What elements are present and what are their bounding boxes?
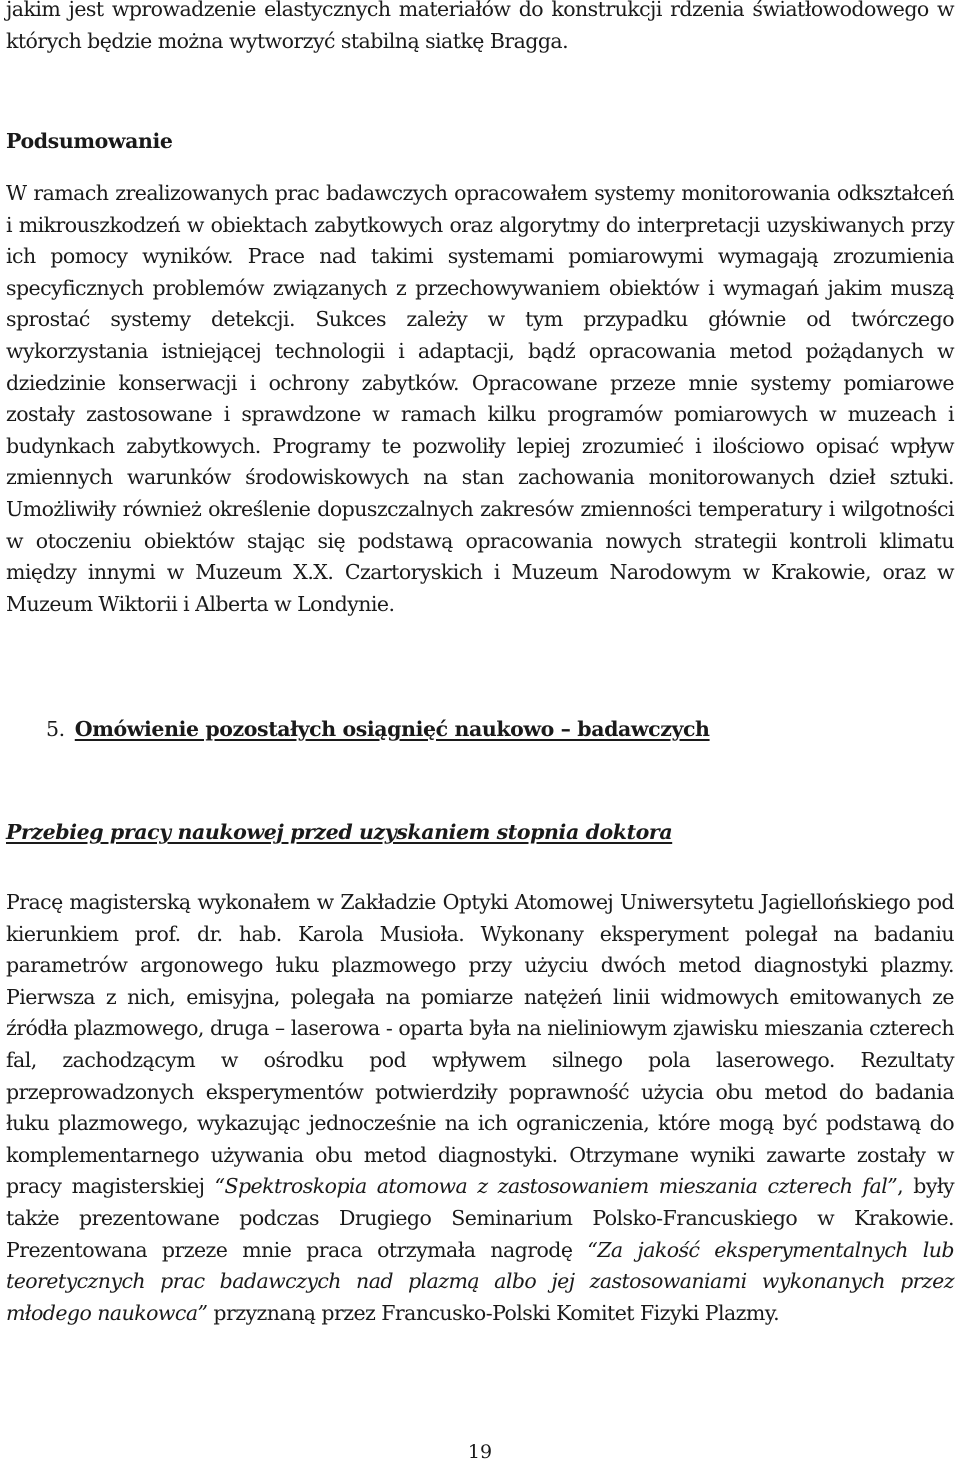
- section-5-heading: [46, 717, 710, 741]
- section-number: 5.: [46, 717, 65, 741]
- masters-text-part3: przyznaną przez Francusko-Polski Komitet Fizyki Plazmy.: [207, 1300, 780, 1325]
- masters-paragraph: [6, 887, 954, 1329]
- masters-text-part1: Pracę magisterską wykonałem w Zakładzie Optyki Atomowej Uniwersytetu Jagiellońskiego pod kierunkiem prof. dr. hab. Karola Musioła. Wykonany eksperyment polegał na badaniu parametrów argonowego łuku plazmowego przy użyciu dwóch metod diagnostyki plazmy. Pierwsza z nich, emisyjna, polegała na pomiarze natężeń linii widmowych emitowanych ze źródła plazmowego, druga – laserowa - oparta była na nieliniowym zjawisku mieszania czterech fal, zachodzącym w ośrodku pod wpływem silnego pola laserowego. Rezultaty przeprowadzonych eksperymentów potwierdziły poprawność użycia obu metod do badania łuku plazmowego, wykazując jednocześnie na ich ograniczenia, które mogą być podstawą do komplementarnego używania obu metod diagnostyki. Otrzymane wyniki zawarte zostały w pracy magisterskiej: [6, 890, 954, 1199]
- summary-paragraph: W ramach zrealizowanych prac badawczych opracowałem systemy monitorowania odkształceń i mikrouszkodzeń w obiektach zabytkowych oraz algorytmy do interpretacji uzyskiwanych przy ich pomocy wyników. Prace nad takimi systemami pomiarowymi wymagają zrozumienia specyficznych problemów związanych z przechowywaniem obiektów i wymagań jakim muszą sprostać systemy detekcji. Sukces zależy w tym przypadku głównie od twórczego wykorzystania istniejącej technologii i adaptacji, bądź opracowania metod pożądanych w dziedzinie konserwacji i ochrony zabytków. Opracowane przeze mnie systemy pomiarowe zostały zastosowane i sprawdzone w ramach kilku programów pomiarowych w muzeach i budynkach zabytkowych. Programy te pozwoliły lepiej zrozumieć i ilościowo opisać wpływ zmiennych warunków środowiskowych na stan zachowania monitorowanych dzieł sztuki. Umożliwiły również określenie dopuszczalnych zakresów zmienności temperatury i wilgotności w otoczeniu obiektów stając się podstawą opracowania nowych strategii kontroli klimatu między innymi w Muzeum X.X. Czartoryskich i Muzeum Narodowym w Krakowie, oraz w Muzeum Wiktorii i Alberta w Londynie.: [6, 181, 954, 616]
- masters-text-part2: , były także prezentowane podczas Drugiego Seminarium Polsko-Francuskiego w Krakowie. Prezentowana przeze mnie praca otrzymała nagrodę: [6, 1174, 954, 1262]
- summary-heading: Podsumowanie: [6, 129, 173, 153]
- award-title: “Za jakość eksperymentalnych lub teoretycznych prac badawczych nad plazmą albo jej zastosowaniami wykonanych przez młodego naukowca”: [6, 1237, 954, 1325]
- thesis-title: “Spektroskopia atomowa z zastosowaniem mieszania czterech fal”: [214, 1174, 898, 1199]
- intro-paragraph: jakim jest wprowadzenie elastycznych materiałów do konstrukcji rdzenia światłowodowego w których będzie można wytworzyć stabilną siatkę Bragga.: [6, 0, 954, 53]
- page-number: 19: [467, 1441, 493, 1463]
- subsection-heading: Przebieg pracy naukowej przed uzyskaniem stopnia doktora: [6, 820, 673, 844]
- section-title: Omówienie pozostałych osiągnięć naukowo – badawczych: [74, 717, 710, 741]
